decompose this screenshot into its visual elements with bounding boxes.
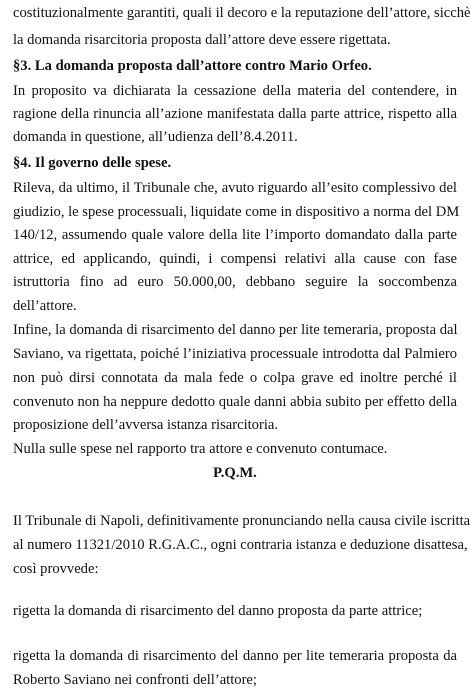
paragraph-line: Il Tribunale di Napoli, definitivamente pronunciando nella causa civile iscritta — [13, 513, 470, 529]
section-heading-3: §3. La domanda proposta dall’attore contro Mario Orfeo. — [13, 58, 372, 74]
paragraph-line: 140/12, assumendo quale valore della lite l’importo domandato dalla parte — [13, 227, 457, 243]
paragraph-line: rigetta la domanda di risarcimento del danno per lite temeraria proposta da — [13, 648, 457, 664]
paragraph-line: costituzionalmente garantiti, quali il decoro e la reputazione dell’attore, sicchè — [13, 5, 470, 21]
paragraph-line: dell’attore. — [13, 298, 77, 314]
paragraph-line: la domanda risarcitoria proposta dall’attore deve essere rigettata. — [13, 32, 391, 48]
section-heading-4: §4. Il governo delle spese. — [13, 155, 172, 171]
paragraph-line: istruttoria fino ad euro 50.000,00, debbano seguire la soccombenza — [13, 274, 457, 290]
paragraph-line: così provvede: — [13, 561, 99, 577]
paragraph-line: ragione della rinuncia all’azione manifestata dalla parte attrice, rispetto alla — [13, 106, 457, 122]
paragraph-line: Rileva, da ultimo, il Tribunale che, avuto riguardo all’esito complessivo del — [13, 180, 457, 196]
paragraph-line: convenuto non ha neppure dedotto quale danni abbia subito per effetto della — [13, 394, 457, 410]
paragraph-line: proposizione dell’avversa istanza risarcitoria. — [13, 417, 279, 433]
paragraph-line: attrice, ed applicando, quindi, i compensi relativi alla cause con fase — [13, 251, 457, 267]
paragraph-line: Nulla sulle spese nel rapporto tra attore e convenuto contumace. — [13, 441, 388, 457]
paragraph-line: In proposito va dichiarata la cessazione della materia del contendere, in — [13, 83, 457, 99]
paragraph-line: Roberto Saviano nei confronti dell’attore; — [13, 672, 257, 688]
paragraph-line: Infine, la domanda di risarcimento del danno per lite temeraria, proposta dal — [13, 322, 458, 338]
paragraph-line: domanda in questione, all’udienza dell’8.4.2011. — [13, 129, 298, 145]
paragraph-line: rigetta la domanda di risarcimento del danno proposta da parte attrice; — [13, 603, 423, 619]
paragraph-line: giudizio, le spese processuali, liquidate come in dispositivo a norma del DM — [13, 204, 460, 220]
paragraph-line: non può dirsi connotata da mala fede o colpa grave ed inoltre perché il — [13, 370, 457, 386]
paragraph-line: al numero 11321/2010 R.G.A.C., ogni contraria istanza e deduzione disattesa, — [13, 537, 468, 553]
pqm-heading: P.Q.M. — [213, 465, 257, 481]
paragraph-line: Saviano, va rigettata, poiché l’iniziativa processuale introdotta dal Palmiero — [13, 346, 457, 362]
